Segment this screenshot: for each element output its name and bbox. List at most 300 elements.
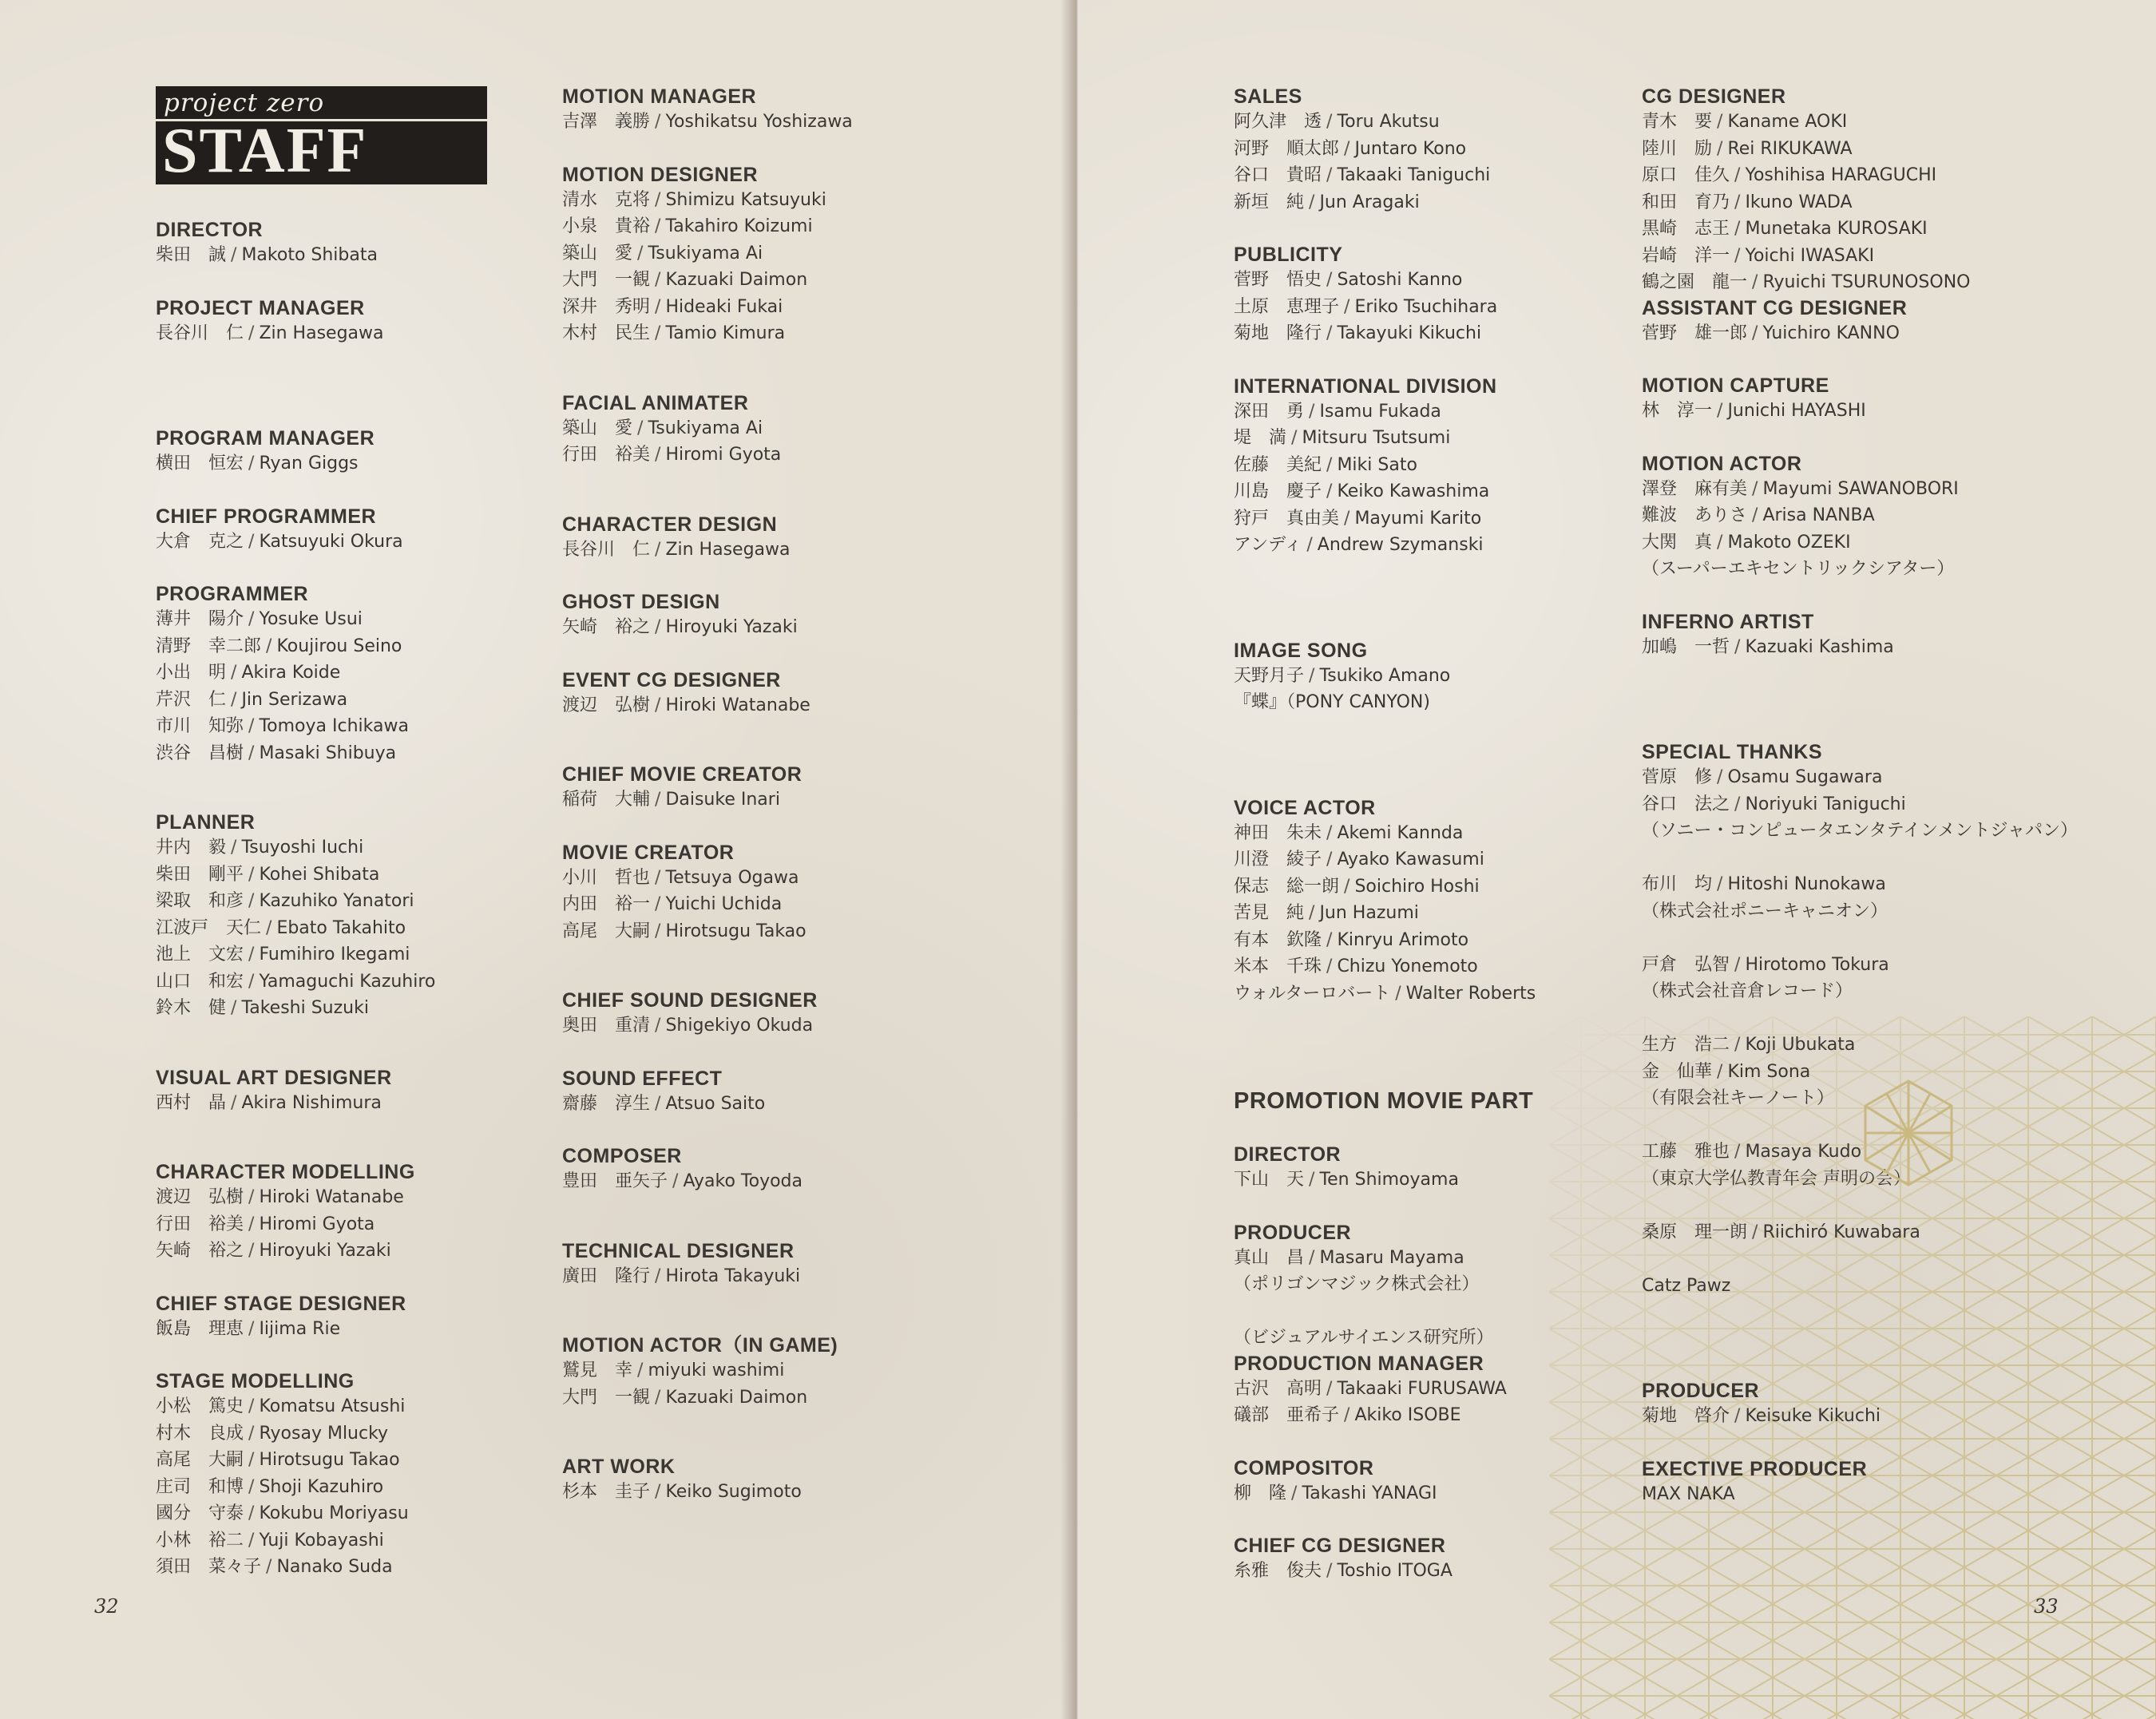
section-heading: CHARACTER DESIGN: [562, 513, 778, 536]
credit-row: [1234, 320, 1649, 347]
section-heading: CHIEF MOVIE CREATOR: [562, 763, 803, 786]
separator-slash: /: [248, 864, 255, 885]
name-romanized: Soichiro Hoshi: [1354, 876, 1480, 897]
separator-slash: /: [1734, 245, 1741, 266]
credit-row: [1642, 216, 2057, 243]
credit-section-project-manager: [156, 296, 571, 347]
credit-row: （ソニー・コンピュータエンタテインメントジャパン）: [1642, 821, 2079, 841]
separator-slash: /: [1344, 296, 1350, 317]
separator-slash: /: [231, 998, 237, 1018]
section-heading: PRODUCER: [1234, 1221, 1352, 1244]
name-romanized: Masaya Kudo: [1745, 1142, 1862, 1162]
section-heading: IMAGE SONG: [1234, 639, 1368, 662]
section-heading: PROGRAMMER: [156, 583, 309, 605]
separator-slash: /: [248, 1423, 255, 1444]
name-romanized: Arisa NANBA: [1762, 505, 1875, 525]
name-romanized: Yamaguchi Kazuhiro: [259, 971, 436, 992]
name-japanese: 林 淳一: [1642, 401, 1713, 421]
name-romanized: Hiromi Gyota: [259, 1214, 375, 1234]
credit-section-assistant-cg-designer: [1642, 296, 2057, 347]
name-japanese: 深井 秀明: [562, 296, 651, 317]
name-japanese: 大倉 克之: [156, 531, 244, 552]
separator-slash: /: [1309, 665, 1315, 686]
name-japanese: 神田 朱未: [1234, 822, 1322, 843]
separator-slash: /: [1734, 1406, 1741, 1426]
name-romanized: Eriko Tsuchihara: [1354, 296, 1498, 317]
credit-row: [562, 1091, 977, 1118]
credit-row: [562, 187, 977, 214]
credit-row: [1234, 900, 1649, 927]
separator-slash: /: [1309, 903, 1315, 923]
name-japanese: 狩戸 真由美: [1234, 508, 1340, 529]
credit-section-chief-movie-creator: [562, 762, 977, 814]
credit-row: [562, 267, 977, 294]
section-heading: PUBLICITY: [1234, 244, 1343, 266]
credit-row: [156, 1420, 571, 1448]
separator-slash: /: [1752, 505, 1758, 525]
name-romanized: Miki Sato: [1337, 454, 1417, 475]
separator-slash: /: [1326, 850, 1333, 869]
name-japanese: 横田 恒宏: [156, 454, 244, 473]
separator-slash: /: [637, 1361, 644, 1380]
separator-slash: /: [248, 945, 255, 964]
separator-slash: /: [248, 743, 255, 763]
section-heading: DIRECTOR: [1234, 1143, 1342, 1166]
credit-row: [562, 109, 977, 136]
credit-row: [1642, 529, 2057, 556]
credit-section-director: [1234, 1143, 1649, 1194]
separator-slash: /: [231, 245, 237, 265]
credit-row: [156, 320, 571, 347]
credit-row: [1642, 925, 2057, 952]
name-japanese: 梁取 和彦: [156, 891, 244, 911]
credit-row: [562, 918, 977, 945]
name-romanized: Ten Shimoyama: [1319, 1170, 1459, 1190]
credit-row: [1642, 502, 2057, 529]
separator-slash: /: [637, 243, 644, 263]
name-japanese: 清野 幸二郎: [156, 636, 262, 656]
name-romanized: Makoto Shibata: [241, 245, 378, 265]
name-romanized: Juntaro Kono: [1354, 138, 1467, 159]
name-japanese: 鷲見 幸: [562, 1361, 633, 1380]
name-romanized: Koujirou Seino: [276, 636, 402, 656]
section-heading: VISUAL ART DESIGNER: [156, 1066, 392, 1089]
name-romanized: Hirota Takayuki: [665, 1265, 801, 1286]
separator-slash: /: [655, 296, 661, 317]
separator-slash: /: [248, 1476, 255, 1497]
separator-slash: /: [655, 270, 661, 290]
name-romanized: Ryuichi TSURUNOSONO: [1762, 272, 1971, 292]
separator-slash: /: [1309, 1247, 1315, 1268]
name-japanese: 陸川 励: [1642, 138, 1713, 159]
name-romanized: Zin Hasegawa: [665, 539, 791, 560]
separator-slash: /: [1326, 822, 1333, 843]
separator-slash: /: [655, 216, 661, 236]
credit-row: [1642, 764, 2057, 791]
left-page: [0, 0, 1070, 1719]
credit-row: [562, 213, 977, 240]
credit-row: [1642, 109, 2057, 136]
name-japanese: 深田 勇: [1234, 401, 1305, 422]
credit-section-promotion-movie-part: [1234, 1087, 1649, 1115]
credit-row: [562, 786, 977, 814]
name-romanized: Nanako Suda: [276, 1557, 393, 1577]
name-romanized: Hideaki Fukai: [665, 296, 783, 317]
separator-slash: /: [1326, 1378, 1333, 1399]
credit-row: [1234, 505, 1649, 533]
name-japanese: 内田 裕一: [562, 894, 651, 914]
credit-section-producer: [1234, 1221, 1649, 1352]
logo-rule-top: [156, 84, 487, 86]
separator-slash: /: [655, 539, 661, 560]
separator-slash: /: [266, 1557, 272, 1577]
name-japanese: 金 仙華: [1642, 1061, 1713, 1082]
name-japanese: 阿久津 透: [1234, 112, 1322, 132]
credit-row: 『蝶』（PONY CANYON): [1234, 692, 1430, 712]
separator-slash: /: [1752, 478, 1758, 499]
credit-row: [156, 633, 571, 660]
section-heading: EVENT CG DESIGNER: [562, 668, 781, 691]
separator-slash: /: [248, 1503, 255, 1523]
credit-section-motion-actor-in-game: [562, 1333, 977, 1411]
name-romanized: Akira Nishimura: [241, 1092, 382, 1113]
section-heading: PROMOTION MOVIE PART: [1234, 1088, 1534, 1114]
separator-slash: /: [1717, 874, 1723, 894]
separator-slash: /: [672, 1171, 679, 1191]
name-romanized: Ikuno WADA: [1745, 192, 1853, 212]
name-japanese: 柴田 剛平: [156, 864, 244, 885]
section-heading: MOTION CAPTURE: [1642, 374, 1829, 397]
name-romanized: Yuichi Uchida: [665, 894, 783, 914]
name-japanese: 菅原 修: [1642, 767, 1713, 787]
credit-row: [562, 692, 977, 719]
credit-row: [1642, 871, 2057, 898]
credit-row: [1642, 1246, 2057, 1273]
staff-logo: [156, 84, 487, 184]
separator-slash: /: [1752, 1222, 1758, 1242]
credit-section-image-song: [1234, 639, 1649, 716]
name-romanized: Katsuyuki Okura: [259, 531, 403, 552]
separator-slash: /: [655, 617, 661, 637]
separator-slash: /: [248, 716, 255, 736]
credit-row: [156, 1184, 571, 1211]
section-heading: ART WORK: [562, 1456, 676, 1478]
name-romanized: Atsuo Saito: [665, 1093, 766, 1114]
name-romanized: Shoji Kazuhiro: [259, 1476, 384, 1497]
name-japanese: 新垣 純: [1234, 192, 1305, 212]
credit-row: [1234, 1480, 1649, 1507]
credit-section-facial-animater: [562, 391, 977, 469]
name-japanese: 澤登 麻有美: [1642, 478, 1748, 499]
credits-column-1: [156, 218, 571, 1608]
name-japanese: 高尾 大嗣: [156, 1450, 244, 1470]
separator-slash: /: [1326, 112, 1333, 132]
section-heading: MOTION ACTOR（IN GAME): [562, 1334, 838, 1357]
name-romanized: Tamio Kimura: [665, 323, 786, 343]
name-romanized: Masaki Shibuya: [259, 743, 397, 763]
separator-slash: /: [248, 323, 255, 343]
separator-slash: /: [1717, 138, 1723, 159]
credit-row: [1642, 162, 2057, 189]
section-heading: MOTION ACTOR: [1642, 452, 1802, 475]
section-heading: EXECTIVE PRODUCER: [1642, 1457, 1868, 1480]
separator-slash: /: [1717, 767, 1723, 787]
section-heading: COMPOSITOR: [1234, 1456, 1374, 1479]
name-romanized: Ryan Giggs: [259, 454, 359, 473]
credit-row: [562, 415, 977, 442]
credit-row: [1234, 1558, 1649, 1585]
credit-row: [1642, 1032, 2057, 1059]
credit-row: [156, 606, 571, 633]
credit-section-voice-actor: [1234, 796, 1649, 1008]
separator-slash: /: [655, 1265, 661, 1286]
name-japanese: 保志 総一朗: [1234, 876, 1340, 897]
separator-slash: /: [1395, 983, 1401, 1004]
credits-column-3: [1234, 85, 1649, 1612]
credit-section-chief-cg-designer: [1234, 1534, 1649, 1585]
separator-slash: /: [231, 689, 237, 710]
name-japanese: 有本 欽隆: [1234, 929, 1322, 950]
section-heading: MOTION DESIGNER: [562, 163, 759, 186]
name-romanized: Jin Serizawa: [241, 689, 348, 710]
name-romanized: Takayuki Kikuchi: [1337, 323, 1482, 343]
separator-slash: /: [655, 1093, 661, 1114]
credit-row: [156, 740, 571, 767]
credit-row: [156, 995, 571, 1022]
credit-row: [1642, 1192, 2057, 1219]
credit-row: （スーパーエキセントリックシアター）: [1642, 559, 1955, 579]
separator-slash: /: [248, 609, 255, 629]
name-romanized: Iijima Rie: [259, 1318, 341, 1339]
right-page: [1080, 0, 2156, 1719]
credit-row: [156, 941, 571, 968]
separator-slash: /: [1717, 401, 1723, 421]
name-romanized: Takaaki FURUSAWA: [1337, 1378, 1507, 1399]
credit-section-chief-sound-designer: [562, 988, 977, 1040]
name-romanized: Hirotomo Tokura: [1745, 954, 1889, 975]
separator-slash: /: [266, 917, 272, 938]
credit-row: [1642, 136, 2057, 163]
name-japanese: 原口 佳久: [1642, 165, 1730, 185]
credit-section-event-cg-designer: [562, 668, 977, 719]
name-japanese: 奥田 重清: [562, 1016, 651, 1036]
credit-section-ghost-design: [562, 590, 977, 641]
credit-row: [1234, 927, 1649, 954]
separator-slash: /: [1734, 794, 1741, 814]
name-romanized: Tomoya Ichikawa: [259, 716, 409, 736]
name-japanese: 柴田 誠: [156, 245, 227, 265]
name-romanized: Hitoshi Nunokawa: [1727, 874, 1886, 894]
name-romanized: Yuji Kobayashi: [259, 1530, 384, 1551]
name-romanized: Kazuaki Daimon: [665, 1387, 808, 1408]
name-japanese: 天野月子: [1234, 665, 1305, 686]
name-japanese: 山口 和宏: [156, 971, 244, 992]
name-japanese: 古沢 高明: [1234, 1378, 1322, 1399]
separator-slash: /: [231, 663, 237, 683]
separator-slash: /: [248, 1187, 255, 1207]
section-heading: CHIEF STAGE DESIGNER: [156, 1292, 406, 1315]
name-romanized: Mayumi Karito: [1354, 508, 1482, 529]
credit-row: [562, 865, 977, 892]
name-japanese: 吉澤 義勝: [562, 112, 651, 132]
name-romanized: Shimizu Katsuyuki: [665, 189, 826, 210]
credit-row: [1234, 425, 1649, 452]
name-romanized: Hiromi Gyota: [665, 445, 782, 465]
section-heading: VOICE ACTOR: [1234, 796, 1376, 819]
credit-row: [1234, 953, 1649, 980]
section-heading: PROGRAM MANAGER: [156, 427, 375, 450]
name-japanese: ウォルターロバート: [1234, 983, 1391, 1004]
separator-slash: /: [1309, 192, 1315, 212]
name-japanese: 桑原 理一朗: [1642, 1222, 1748, 1242]
credit-row: （東京大学仏教青年会 声明の会）: [1642, 1168, 1911, 1189]
name-japanese: 高尾 大嗣: [562, 921, 651, 941]
credit-row: [1642, 320, 2057, 347]
name-romanized: Ayako Kawasumi: [1337, 850, 1484, 869]
credit-section-cg-designer: [1642, 85, 2057, 296]
name-romanized: Keiko Sugimoto: [665, 1482, 802, 1502]
name-romanized: Hiroyuki Yazaki: [665, 617, 798, 637]
page-number-right: 33: [2034, 1595, 2059, 1618]
section-heading: DIRECTOR: [156, 219, 264, 241]
credit-row: [1234, 663, 1649, 690]
credit-section-publicity: [1234, 243, 1649, 347]
separator-slash: /: [248, 1214, 255, 1234]
name-romanized: Toru Akutsu: [1337, 112, 1440, 132]
separator-slash: /: [1734, 636, 1741, 657]
credit-section-motion-capture: [1642, 374, 2057, 425]
name-japanese: 布川 均: [1642, 874, 1713, 894]
credit-row: [156, 713, 571, 740]
name-romanized: Junichi HAYASHI: [1727, 401, 1866, 421]
credit-row: [1234, 452, 1649, 479]
credit-row: [1642, 1219, 2057, 1246]
name-japanese: 小林 裕二: [156, 1530, 244, 1551]
name-japanese: 岩崎 洋一: [1642, 245, 1730, 266]
credit-row: [562, 1479, 977, 1506]
credit-section-special-thanks: [1642, 740, 2079, 1299]
name-japanese: 小川 哲也: [562, 867, 651, 888]
credit-row: [562, 891, 977, 918]
name-japanese: 菊地 啓介: [1642, 1406, 1730, 1426]
name-japanese: 堤 満: [1234, 428, 1287, 448]
name-japanese: 築山 愛: [562, 418, 633, 438]
name-japanese: 行田 裕美: [156, 1214, 244, 1234]
credit-section-international-division: [1234, 374, 1649, 559]
name-romanized: Kaname AOKI: [1727, 112, 1848, 132]
separator-slash: /: [248, 1241, 255, 1261]
name-japanese: 國分 守泰: [156, 1503, 244, 1523]
credit-row: [562, 614, 977, 641]
separator-slash: /: [655, 790, 661, 810]
logo-subtitle: project zero: [164, 89, 325, 117]
credit-row: [156, 915, 571, 942]
credit-row: [562, 294, 977, 321]
name-romanized: Ryosay Mlucky: [259, 1423, 389, 1444]
name-japanese: 川島 慶子: [1234, 481, 1322, 501]
name-japanese: 柳 隆: [1234, 1483, 1287, 1503]
separator-slash: /: [655, 894, 661, 914]
section-heading: SOUND EFFECT: [562, 1067, 723, 1090]
name-romanized: Kinryu Arimoto: [1337, 929, 1469, 950]
separator-slash: /: [1344, 138, 1350, 159]
separator-slash: /: [1326, 1561, 1333, 1581]
section-heading: PRODUCTION MANAGER: [1234, 1352, 1484, 1375]
section-heading: GHOST DESIGN: [562, 591, 720, 613]
name-japanese: 行田 裕美: [562, 445, 651, 465]
name-japanese: 豊田 亜矢子: [562, 1171, 668, 1191]
name-romanized: Yoichi IWASAKI: [1745, 245, 1875, 266]
name-japanese: 木村 民生: [562, 323, 651, 343]
name-romanized: Chizu Yonemoto: [1337, 957, 1478, 976]
credit-row: Catz Pawz: [1642, 1275, 1731, 1296]
credit-row: [562, 1384, 977, 1412]
separator-slash: /: [1291, 428, 1298, 448]
credit-row: [1234, 478, 1649, 505]
name-romanized: Kokubu Moriyasu: [259, 1503, 409, 1523]
name-japanese: 庄司 和博: [156, 1476, 244, 1497]
name-romanized: Hirotsugu Takao: [665, 921, 807, 941]
credit-row: [562, 1168, 977, 1195]
credit-row: [156, 687, 571, 714]
credit-row: [562, 1357, 977, 1384]
name-romanized: Rei RIKUKAWA: [1727, 138, 1853, 159]
name-romanized: Kazuhiko Yanatori: [259, 891, 414, 911]
name-japanese: 矢崎 裕之: [562, 617, 651, 637]
name-japanese: 池上 文宏: [156, 945, 244, 964]
name-japanese: 真山 昌: [1234, 1247, 1305, 1268]
separator-slash: /: [1326, 929, 1333, 950]
name-romanized: Tsukiyama Ai: [648, 243, 763, 263]
name-romanized: Keiko Kawashima: [1337, 481, 1490, 501]
separator-slash: /: [655, 1482, 661, 1502]
credit-row: [156, 659, 571, 687]
separator-slash: /: [1734, 1035, 1741, 1055]
name-japanese: 小出 明: [156, 663, 227, 683]
credit-row: [156, 1554, 571, 1581]
name-japanese: 芹沢 仁: [156, 689, 227, 710]
name-romanized: Toshio ITOGA: [1337, 1561, 1453, 1581]
separator-slash: /: [655, 695, 661, 715]
name-romanized: Makoto OZEKI: [1727, 532, 1851, 553]
name-japanese: 杉本 圭子: [562, 1482, 651, 1502]
credit-section-movie-creator: [562, 841, 977, 945]
name-japanese: 大門 一観: [562, 1387, 651, 1408]
credit-section-technical-designer: [562, 1239, 977, 1290]
separator-slash: /: [248, 531, 255, 552]
credit-row: [1234, 189, 1649, 216]
separator-slash: /: [1752, 272, 1758, 292]
credit-row: [1234, 267, 1649, 294]
separator-slash: /: [1734, 1142, 1741, 1162]
name-romanized: Satoshi Kanno: [1337, 270, 1463, 290]
separator-slash: /: [655, 1387, 661, 1408]
name-romanized: Hirotsugu Takao: [259, 1450, 400, 1470]
credit-row: [1234, 1298, 1649, 1325]
separator-slash: /: [1326, 270, 1333, 290]
name-japanese: 難波 ありさ: [1642, 505, 1748, 525]
credit-row: [1642, 1112, 2057, 1139]
separator-slash: /: [1326, 165, 1333, 185]
credit-row: [1642, 1139, 2057, 1166]
name-japanese: 渡辺 弘樹: [562, 695, 651, 715]
credit-row: [1642, 845, 2057, 872]
separator-slash: /: [248, 891, 255, 911]
credit-row: （株式会社音倉レコード）: [1642, 981, 1853, 1001]
name-japanese: 清水 克将: [562, 189, 651, 210]
page-number-left: 32: [94, 1595, 119, 1618]
name-romanized: Tsuyoshi Iuchi: [241, 838, 364, 858]
